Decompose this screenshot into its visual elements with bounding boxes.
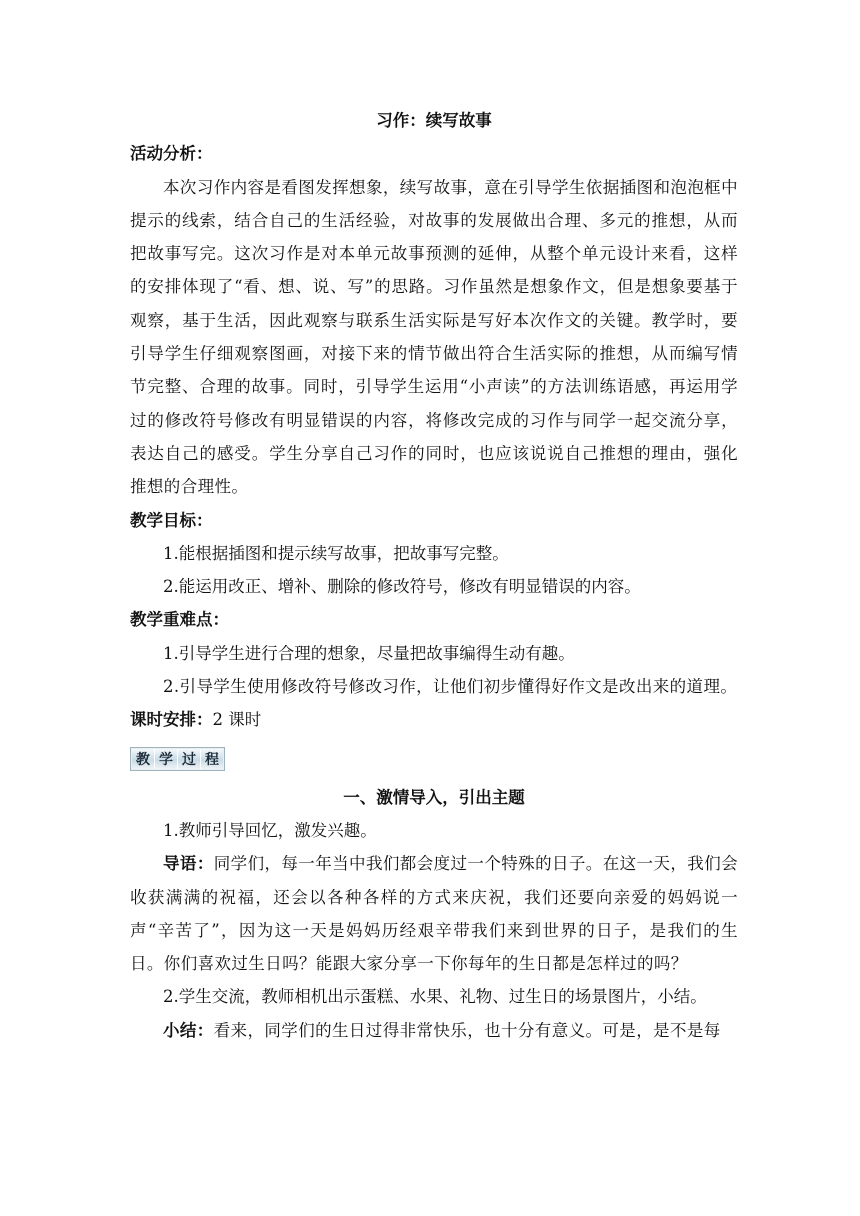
schedule-label: 课时安排：: [130, 710, 213, 730]
banner-char: 过: [178, 749, 201, 769]
intro-label: 导语：: [163, 854, 214, 874]
schedule-value: 2 课时: [212, 710, 262, 730]
banner-char: 教: [132, 749, 155, 769]
teaching-goal-item: 1.能根据插图和提示续写故事，把故事写完整。: [163, 543, 509, 563]
summary-label: 小结：: [163, 1020, 214, 1040]
summary-paragraph: [130, 1014, 738, 1047]
step-item: 1.教师引导回忆，激发兴趣。: [163, 820, 377, 840]
teaching-process-banner-row: [130, 737, 738, 781]
banner-char: 程: [201, 749, 223, 769]
activity-analysis-paragraph: 本次习作内容是看图发挥想象，续写故事，意在引导学生依据插图和泡泡框中提示的线索，结合自己的生活经验，对故事的发展做出合理、多元的推想，从而把故事写完。这次习作是对本单元故事预测的延伸，从整个单元设计来看，这样的安排体现了“看、想、说、写”的思路。习作虽然是想象作文，但是想象要基于观察，基于生活，因此观察与联系生活实际是写好本次作文的关键。教学时，要引导学生仔细观察图画，对接下来的情节做出符合生活实际的推想，从而编写情节完整、合理的故事。同时，引导学生运用“小声读”的方法训练语感，再运用学过的修改符号修改有明显错误的内容，将修改完成的习作与同学一起交流分享，表达自己的感受。学生分享自己习作的同时，也应该说说自己推想的理由，强化推想的合理性。: [130, 177, 738, 497]
document-page: [130, 104, 738, 1047]
section-title: 一、激情导入，引出主题: [343, 787, 525, 807]
intro-text: 同学们，每一年当中我们都会度过一个特殊的日子。在这一天，我们会收获满满的祝福，还会以各种各样的方式来庆祝，我们还要向亲爱的妈妈说一声“辛苦了”，因为这一天是妈妈历经艰辛带我们来到世界的日子，是我们的生日。你们喜欢过生日吗？能跟大家分享一下你每年的生日都是怎样过的吗？: [130, 854, 739, 974]
key-point-item: 1.引导学生进行合理的想象，尽量把故事编得生动有趣。: [163, 643, 575, 663]
key-points-heading: 教学重难点：: [130, 610, 229, 630]
teaching-goals-heading: 教学目标：: [130, 510, 213, 530]
step-item: 2.学生交流，教师相机出示蛋糕、水果、礼物、过生日的场景图片，小结。: [163, 987, 707, 1007]
teaching-process-banner: [130, 747, 225, 771]
intro-paragraph: [130, 847, 738, 980]
key-point-item: 2.引导学生使用修改符号修改习作，让他们初步懂得好作文是改出来的道理。: [163, 677, 738, 697]
banner-char: 学: [155, 749, 178, 769]
summary-text: 看来，同学们的生日过得非常快乐，也十分有意义。可是，是不是每: [213, 1020, 721, 1040]
document-title: 习作：续写故事: [376, 111, 492, 130]
schedule-line: [130, 703, 738, 736]
teaching-goal-item: 2.能运用改正、增补、删除的修改符号，修改有明显错误的内容。: [163, 577, 641, 597]
activity-analysis-heading: 活动分析：: [130, 144, 213, 164]
